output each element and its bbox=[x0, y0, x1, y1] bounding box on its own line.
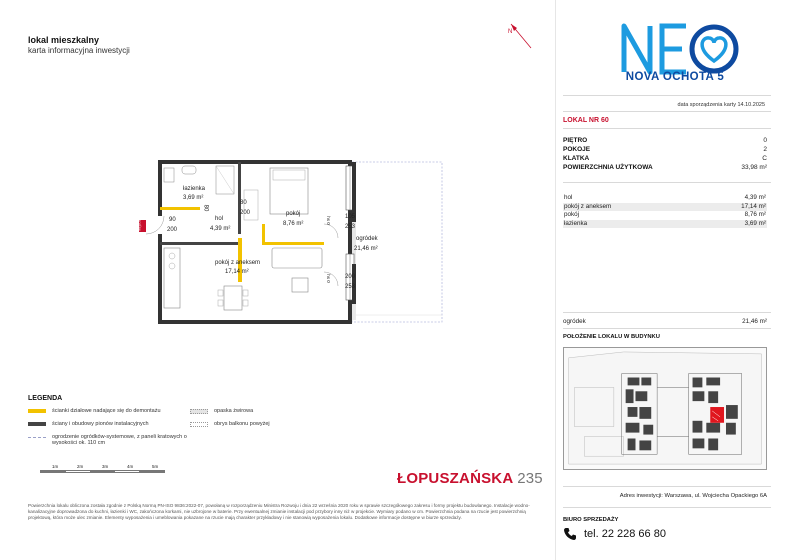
disclaimer-text: Powierzchnia lokalu obliczona została zgodnie z Polską Normą PN-ISO 9836:2022-07, powołaną w rozporządzeniu Ministra Rozwoju i dnia 22 września 2020 roku w sprawie szczegółowego zakresu i formy projektu budowlanego. Instalacje wodno-kanalizacyjne doprowadzona do kuchni, łazienki i WC, zakończona korkami, nie uzbrojone w baterie. Przy ewentualnej zmianie instalacji pod przybory inny niż w projekcie. Wymiary podano w cm. Powierzchnia podana na rzucie jest powierzchnią projektową, która może ulec zmianie. Elementy wyposażenia i umeblowania pokazane na rzucie mają charakter przykładowy i nie stanowią wyposażenia lokalu. Dodatkowe informacje dostępne w biurze sprzedaży. bbox=[28, 503, 530, 521]
divider bbox=[563, 128, 771, 129]
room-area: 4,39 m² bbox=[744, 194, 766, 201]
dim-label: 253 bbox=[345, 224, 356, 230]
investment-address: Adres inwestycji: Warszawa, ul. Wojciecha Opackiego 6A bbox=[619, 493, 767, 499]
divider bbox=[563, 111, 771, 112]
legend-item-fence bbox=[28, 434, 188, 446]
plan-area-garden: 21,46 m² bbox=[354, 246, 378, 252]
legend-item-walls bbox=[28, 421, 198, 427]
info-value: 33,98 m² bbox=[741, 164, 767, 171]
legend-label: ścianki działowe nadające się do demontażu bbox=[52, 408, 161, 414]
legend-label: ogrodzenie ogródków-systemowe, z paneli kratowych o wysokości ok. 110 cm bbox=[52, 434, 187, 446]
scale-label: 3m bbox=[102, 464, 109, 469]
room-name: pokój z aneksem bbox=[564, 202, 612, 210]
garden-row bbox=[563, 318, 767, 325]
plan-label-bath: łazienka bbox=[183, 186, 206, 192]
info-key: KLATKA bbox=[563, 155, 590, 162]
rooms-table bbox=[563, 194, 767, 228]
legend-swatch bbox=[28, 422, 46, 426]
room-name: pokój bbox=[564, 211, 580, 218]
legend-swatch bbox=[190, 409, 208, 414]
legend-label: opaska żwirowa bbox=[214, 408, 254, 414]
garden-area: 21,46 m² bbox=[742, 318, 767, 325]
divider bbox=[563, 328, 771, 329]
garden-name: ogródek bbox=[563, 318, 586, 325]
document-title: lokal mieszkalny bbox=[28, 35, 100, 45]
dim-label: 200 bbox=[345, 274, 356, 280]
legend-item-gravel bbox=[190, 408, 253, 414]
dim-label: hs 0 bbox=[325, 274, 331, 283]
scale-label: 2m bbox=[77, 464, 84, 469]
info-key: PIĘTRO bbox=[563, 137, 588, 144]
room-name: hol bbox=[564, 194, 573, 201]
plan-label-hall: hol bbox=[215, 216, 224, 222]
legend-swatch bbox=[28, 437, 46, 438]
north-label: N bbox=[508, 29, 513, 35]
legend-label: ściany i obudowy pionów instalacyjnych bbox=[52, 421, 149, 427]
north-arrow-icon bbox=[505, 20, 537, 52]
unit-number: LOKAL NR 60 bbox=[563, 117, 609, 124]
plan-label-living: pokój z aneksem bbox=[215, 260, 261, 266]
sales-office-title: BIURO SPRZEDAŻY bbox=[563, 517, 619, 523]
plan-area-bath: 3,69 m² bbox=[183, 195, 204, 201]
dim-label: 80 bbox=[202, 204, 209, 212]
scale-label: 1m bbox=[52, 464, 59, 469]
phone-number[interactable]: tel. 22 228 66 80 bbox=[584, 528, 666, 540]
table-row bbox=[563, 203, 767, 212]
brand-number: 235 bbox=[517, 470, 543, 487]
legend-title: LEGENDA bbox=[28, 395, 63, 402]
divider bbox=[563, 95, 771, 96]
divider bbox=[563, 507, 771, 508]
room-area: 8,76 m² bbox=[744, 211, 766, 218]
dim-label: 80 bbox=[240, 200, 247, 206]
room-name: łazienka bbox=[564, 219, 588, 227]
info-row-stairwell bbox=[563, 154, 767, 163]
table-row bbox=[563, 220, 767, 229]
plan-area-hall: 4,39 m² bbox=[210, 226, 231, 232]
entry-label: wejście bbox=[137, 219, 142, 231]
legend-swatch bbox=[190, 422, 208, 427]
plan-label-room: pokój bbox=[286, 211, 301, 217]
info-panel bbox=[555, 0, 792, 560]
dim-label: 253 bbox=[345, 284, 356, 290]
info-key: POWIERZCHNIA UŻYTKOWA bbox=[563, 164, 653, 171]
room-area: 17,14 m² bbox=[741, 202, 766, 210]
scale-label: 4m bbox=[127, 464, 134, 469]
legend-swatch bbox=[28, 409, 46, 413]
info-value: 2 bbox=[763, 146, 767, 153]
info-value: 0 bbox=[763, 137, 767, 144]
plan-area-room: 8,76 m² bbox=[283, 221, 304, 227]
dim-label: hs 0 bbox=[325, 216, 331, 225]
dim-label: 200 bbox=[167, 227, 178, 233]
divider bbox=[563, 182, 771, 183]
table-row bbox=[563, 194, 767, 203]
scale-label: 5m bbox=[152, 464, 159, 469]
brand-name: ŁOPUSZAŃSKA bbox=[397, 470, 513, 487]
phone-icon bbox=[563, 527, 577, 541]
info-value: C bbox=[762, 155, 767, 162]
project-brand bbox=[397, 470, 543, 487]
room-area: 3,69 m² bbox=[744, 219, 766, 227]
table-row bbox=[563, 211, 767, 220]
scale-bar bbox=[40, 464, 180, 480]
garden-fence bbox=[352, 162, 442, 322]
building-site-map bbox=[563, 347, 767, 470]
info-row-floor bbox=[563, 136, 767, 145]
info-key: POKOJE bbox=[563, 146, 591, 153]
dim-label: 90 bbox=[169, 217, 176, 223]
info-row-area bbox=[563, 163, 767, 172]
dim-label: 200 bbox=[240, 210, 251, 216]
document-subtitle: karta informacyjna inwestycji bbox=[28, 46, 130, 55]
divider bbox=[563, 312, 771, 313]
logo-name: NOVA OCHOTA 5 bbox=[625, 71, 725, 83]
plan-area-living: 17,14 m² bbox=[225, 269, 249, 275]
floor-plan bbox=[120, 150, 450, 330]
legend-item-demountable bbox=[28, 408, 198, 414]
legend-item-balcony bbox=[190, 421, 270, 427]
plan-label-garden: ogródek bbox=[356, 236, 378, 242]
heart-icon bbox=[702, 38, 726, 61]
dim-label: 105 bbox=[345, 214, 356, 220]
card-date: data sporządzenia karty 14.10.2025 bbox=[677, 102, 765, 108]
info-row-rooms bbox=[563, 145, 767, 154]
position-title: POŁOŻENIE LOKALU W BUDYNKU bbox=[563, 334, 660, 340]
divider bbox=[563, 486, 771, 487]
legend-label: obrys balkonu powyżej bbox=[214, 421, 270, 427]
unit-info-table bbox=[563, 136, 767, 172]
